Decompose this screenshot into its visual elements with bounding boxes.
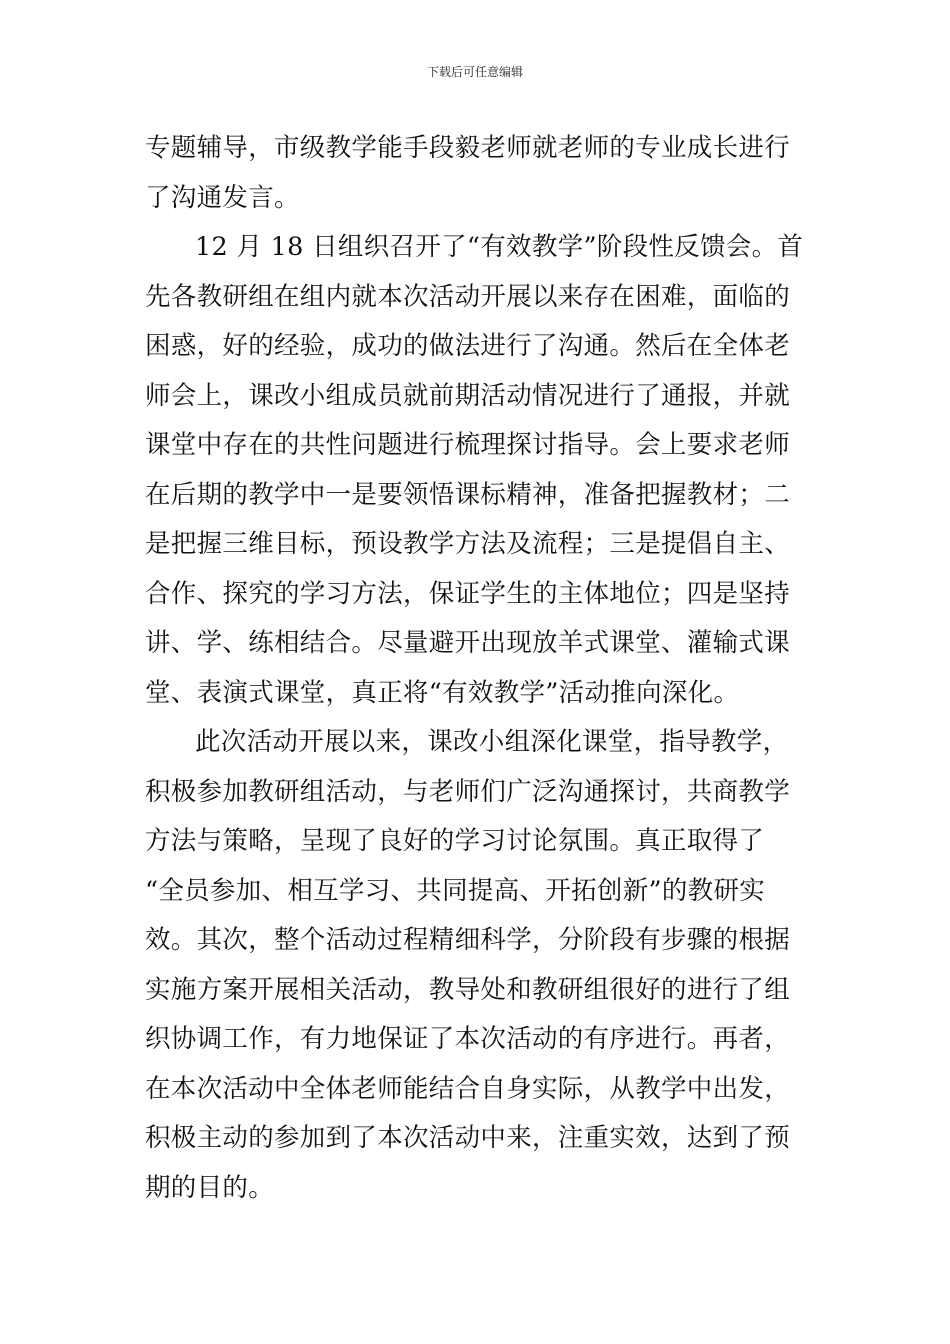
- text-line: 期的目的。: [145, 1172, 275, 1203]
- text-line: 积极主动的参加到了本次活动中来，注重实效，达到了预: [145, 1123, 791, 1153]
- text-line: 效。其次，整个活动过程精细科学，分阶段有步骤的根据: [145, 925, 791, 955]
- text-line: 是把握三维目标，预设教学方法及流程；三是提倡自主、: [145, 529, 791, 559]
- text-line: 了沟通发言。: [145, 182, 300, 213]
- paragraph-first-line: 12 月 18 日组织召开了“有效教学”阶段性反馈会。首: [195, 232, 804, 262]
- text-line: 堂、表演式课堂，真正将“有效教学”活动推向深化。: [145, 677, 740, 708]
- text-line: 织协调工作，有力地保证了本次活动的有序进行。再者，: [145, 1024, 791, 1054]
- text-line: 师会上，课改小组成员就前期活动情况进行了通报，并就: [145, 380, 791, 411]
- text-line: 在本次活动中全体老师能结合自身实际，从教学中出发，: [145, 1073, 791, 1104]
- text-line: 专题辅导，市级教学能手段毅老师就老师的专业成长进行: [145, 133, 791, 163]
- text-line: 在后期的教学中一是要领悟课标精神，准备把握教材；二: [145, 479, 791, 510]
- text-line: 课堂中存在的共性问题进行梳理探讨指导。会上要求老师: [145, 430, 791, 460]
- text-line: 合作、探究的学习方法，保证学生的主体地位；四是坚持: [145, 578, 791, 609]
- text-line: 实施方案开展相关活动，教导处和教研组很好的进行了组: [145, 974, 791, 1005]
- page-header: 下载后可任意编辑: [426, 65, 523, 79]
- document-body: [145, 124, 810, 1213]
- text-line: 困惑，好的经验，成功的做法进行了沟通。然后在全体老: [145, 331, 791, 361]
- paragraph-first-line: 此次活动开展以来，课改小组深化课堂，指导教学，: [195, 727, 789, 757]
- text-line: 方法与策略，呈现了良好的学习讨论氛围。真正取得了: [145, 826, 765, 856]
- text-line: 先各教研组在组内就本次活动开展以来存在困难，面临的: [145, 281, 791, 312]
- text-line: 讲、学、练相结合。尽量避开出现放羊式课堂、灌输式课: [145, 628, 791, 658]
- text-line: “全员参加、相互学习、共同提高、开拓创新”的教研实: [145, 875, 766, 906]
- text-line: 积极参加教研组活动，与老师们广泛沟通探讨，共商教学: [145, 776, 791, 807]
